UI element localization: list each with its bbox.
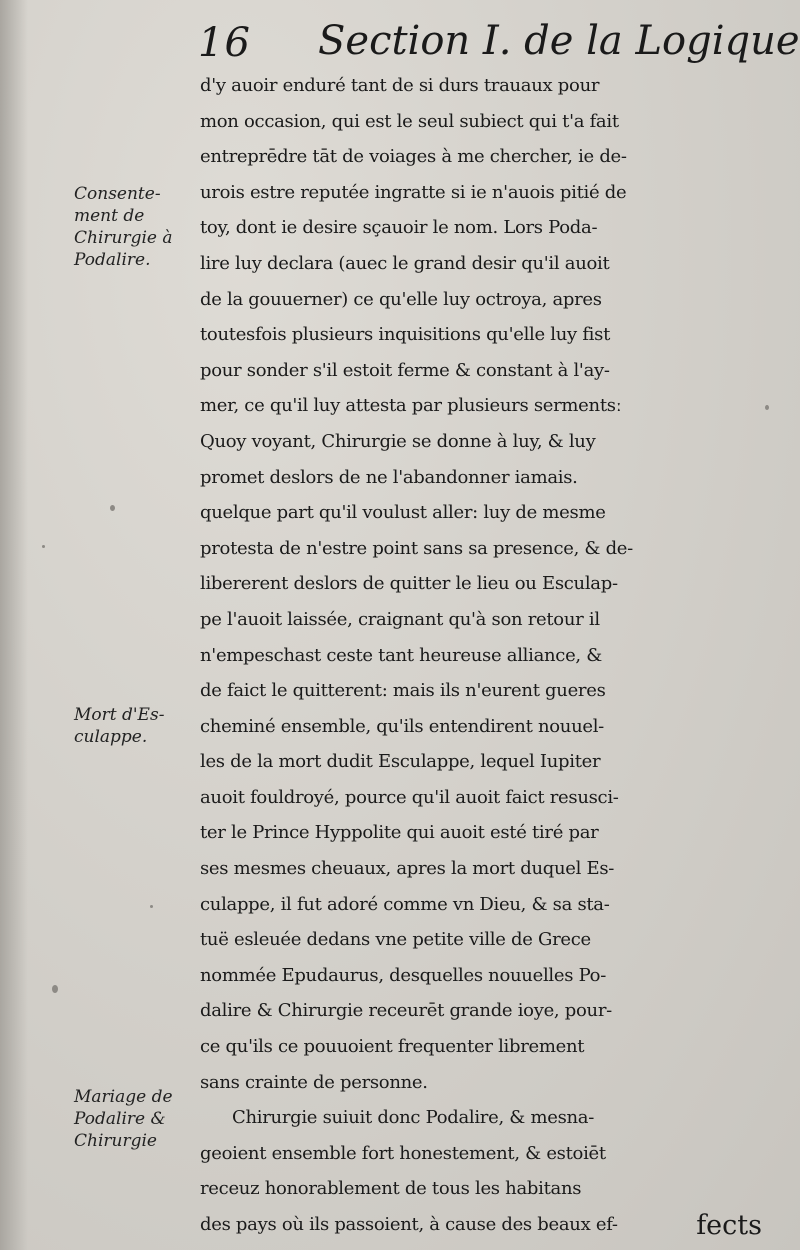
text-line: toy, dont ie desire sçauoir le nom. Lors Poda-	[200, 217, 598, 239]
text-line: de faict le quitterent: mais ils n'eurent gueres	[200, 680, 606, 702]
text-line: receuz honorablement de tous les habitans	[200, 1178, 582, 1200]
margin-note-line: Podalire.	[74, 250, 151, 270]
text-line: nommée Epudaurus, desquelles nouuelles Po-	[200, 964, 606, 986]
margin-note-line: Chirurgie à	[74, 228, 173, 248]
text-line: mer, ce qu'il luy attesta par plusieurs sermentsː	[200, 395, 622, 417]
page-number: 16	[198, 20, 251, 66]
margin-note-consentement	[74, 183, 173, 271]
text-line: ses mesmes cheuaux, apres la mort duquel Es-	[200, 858, 615, 880]
margin-note-line: culappe.	[74, 727, 148, 747]
text-line: mon occasion, qui est le seul subiect qui t'a fait	[200, 110, 619, 132]
paper-speck	[52, 985, 58, 993]
text-line: dalire & Chirurgie receurēt grande ioye, pour-	[200, 1000, 612, 1022]
paper-speck	[150, 905, 153, 908]
margin-note-mort	[74, 704, 164, 748]
margin-note-line: Podalire &	[74, 1109, 166, 1129]
text-line: quelque part qu'il voulust aller: luy de mesme	[200, 502, 606, 524]
text-line: urois estre reputée ingratte si ie n'auois pitié de	[200, 181, 627, 203]
text-line: ter le Prince Hyppolite qui auoit esté tiré par	[200, 822, 599, 844]
margin-note-line: Mariage de	[74, 1087, 173, 1107]
text-line: sans crainte de personne.	[200, 1071, 428, 1093]
text-line: n'empeschast ceste tant heureuse alliance, &	[200, 644, 602, 666]
body-text	[200, 68, 796, 1243]
text-line: pour sonder s'il estoit ferme & constant à l'ay-	[200, 359, 610, 381]
margin-notes	[68, 0, 204, 1250]
text-line: culappe, il fut adoré comme vn Dieu, & sa sta-	[200, 893, 610, 915]
text-line: auoit fouldroyé, pource qu'il auoit faict resusci-	[200, 786, 619, 808]
text-line: promet deslors de ne l'abandonner iamais.	[200, 466, 578, 488]
margin-note-line: Chirurgie	[74, 1131, 157, 1151]
binding-shadow	[0, 0, 28, 1250]
text-line: des pays où ils passoient, à cause des beaux ef-	[200, 1214, 618, 1235]
margin-note-line: Mort d'Es-	[74, 705, 165, 725]
text-line: lire luy declara (auec le grand desir qu'il auoit	[200, 252, 610, 274]
paper-speck	[110, 505, 115, 511]
text-line: libererent deslors de quitter le lieu ou Esculap-	[200, 573, 618, 595]
margin-note-mariage	[74, 1086, 173, 1152]
paper-speck	[42, 545, 45, 548]
text-line: les de la mort dudit Esculappe, lequel Iupiter	[200, 751, 601, 773]
text-line: cheminé ensemble, qu'ils entendirent nouuel-	[200, 715, 604, 737]
text-line: toutesfois plusieurs inquisitions qu'elle luy fist	[200, 324, 611, 346]
text-line: Quoy voyant, Chirurgie se donne à luy, & luy	[200, 430, 596, 452]
running-head: Section I. de la Logique	[318, 18, 800, 64]
paper-speck	[765, 405, 769, 410]
text-line: Chirurgie suiuit donc Podalire, & mesna-	[232, 1107, 595, 1129]
text-line: tuë esleuée dedans vne petite ville de Grece	[200, 929, 591, 951]
margin-note-line: Consente-	[74, 184, 161, 204]
margin-note-line: ment de	[74, 206, 145, 226]
text-line: d'y auoir enduré tant de si durs trauaux pour	[200, 75, 600, 96]
catchword: fects	[696, 1210, 762, 1241]
text-line: de la gouuerner) ce qu'elle luy octroya, apres	[200, 288, 602, 310]
text-line: entreprēdre tāt de voiages à me chercher, ie de-	[200, 146, 627, 168]
text-line: geoient ensemble fort honestement, & estoiēt	[200, 1142, 606, 1164]
text-line: protesta de n'estre point sans sa presence, & de-	[200, 537, 633, 559]
text-line: pe l'auoit laissée, craignant qu'à son retour il	[200, 608, 600, 630]
text-line: ce qu'ils ce pouuoient frequenter librement	[200, 1036, 585, 1058]
